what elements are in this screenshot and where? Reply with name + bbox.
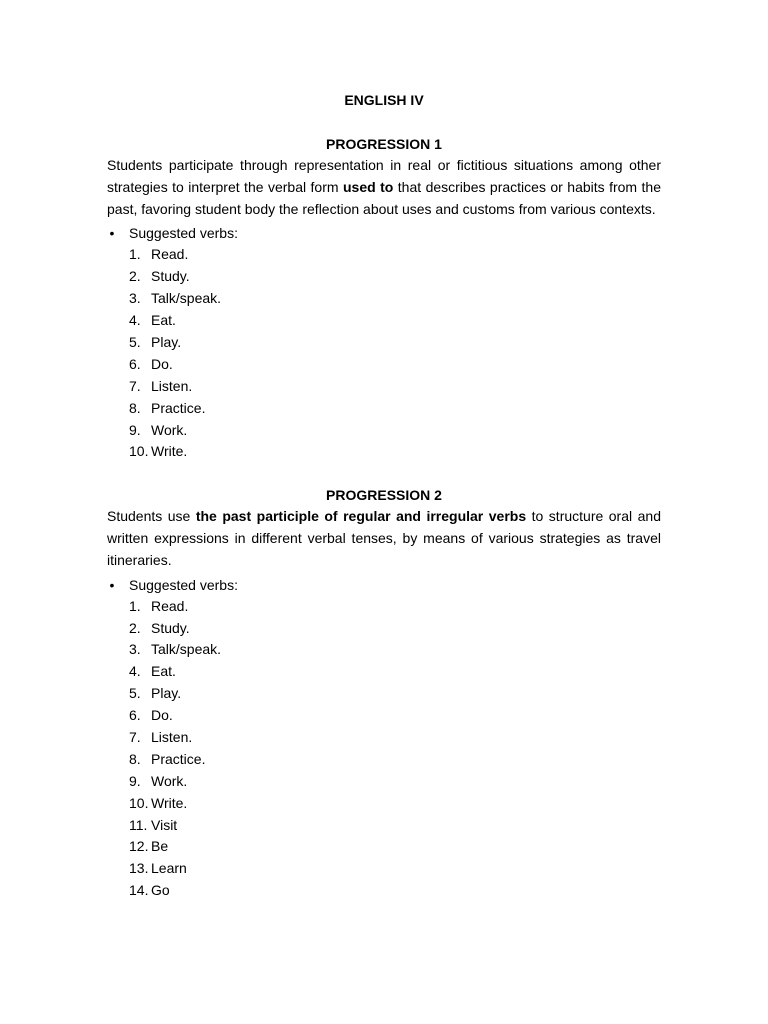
list-item-label: Visit xyxy=(151,816,178,833)
list-item-label: Read. xyxy=(151,597,189,614)
list-item-number: 12. xyxy=(129,838,149,855)
progression-description xyxy=(107,506,661,571)
verb-list xyxy=(107,244,661,463)
list-item-label: Work. xyxy=(151,421,188,438)
list-item xyxy=(107,398,661,420)
list-item-label: Practice. xyxy=(151,399,206,416)
list-item xyxy=(107,880,661,902)
list-item xyxy=(107,310,661,332)
list-item xyxy=(107,596,661,618)
document-body xyxy=(107,89,661,902)
list-item-label: Eat. xyxy=(151,663,176,680)
list-item-number: 9. xyxy=(129,421,141,438)
list-item xyxy=(107,354,661,376)
list-item-number: 8. xyxy=(129,399,141,416)
list-item-number: 1. xyxy=(129,246,141,263)
list-item-number: 7. xyxy=(129,729,141,746)
description-bold-text: the past participle of regular and irregular verbs xyxy=(195,508,527,525)
list-item-label: Listen. xyxy=(151,377,193,394)
bullet-icon: • xyxy=(109,225,115,242)
list-item xyxy=(107,266,661,288)
list-item-number: 10. xyxy=(129,794,149,811)
list-item xyxy=(107,618,661,640)
progression-1-section xyxy=(107,133,661,463)
verb-list xyxy=(107,596,661,902)
list-item-number: 4. xyxy=(129,312,141,329)
list-item-label: Work. xyxy=(151,772,188,789)
list-item xyxy=(107,376,661,398)
description-text: to structure oral and written expressions in different verbal tenses, by means of various strategies as travel itineraries. xyxy=(107,508,661,568)
list-item xyxy=(107,793,661,815)
list-item-number: 10. xyxy=(129,443,149,460)
list-item-label: Talk/speak. xyxy=(151,641,222,658)
progression-heading: PROGRESSION 2 xyxy=(326,487,442,504)
list-item-number: 4. xyxy=(129,663,141,680)
list-item xyxy=(107,771,661,793)
progression-heading: PROGRESSION 1 xyxy=(326,136,442,152)
list-item xyxy=(107,661,661,683)
list-item-label: Learn xyxy=(151,860,187,877)
suggested-verbs-bullet xyxy=(107,222,661,244)
progression-2-section xyxy=(107,484,661,902)
list-item-number: 3. xyxy=(129,641,141,658)
list-item-number: 1. xyxy=(129,597,141,614)
list-item-number: 14. xyxy=(129,882,149,899)
list-item-label: Play. xyxy=(151,333,182,350)
description-text: that describes practices or habits from the past, favoring student body the reflection about uses and customs from various contexts. xyxy=(107,178,661,217)
bullet-label: Suggested verbs: xyxy=(129,576,238,593)
list-item xyxy=(107,858,661,880)
list-item-label: Listen. xyxy=(151,729,193,746)
list-item-number: 9. xyxy=(129,772,141,789)
list-item-number: 6. xyxy=(129,355,141,372)
list-item-label: Write. xyxy=(151,443,188,460)
list-item xyxy=(107,288,661,310)
list-item-number: 5. xyxy=(129,685,141,702)
list-item xyxy=(107,683,661,705)
list-item-number: 3. xyxy=(129,290,141,307)
suggested-verbs-bullet xyxy=(107,574,661,596)
list-item xyxy=(107,815,661,837)
list-item-label: Be xyxy=(151,838,169,855)
list-item-label: Write. xyxy=(151,794,188,811)
list-item-label: Do. xyxy=(151,707,173,724)
list-item-number: 8. xyxy=(129,750,141,767)
list-item-label: Go xyxy=(151,882,170,899)
list-item-label: Study. xyxy=(151,268,190,285)
list-item xyxy=(107,749,661,771)
list-item-label: Talk/speak. xyxy=(151,290,222,307)
list-item xyxy=(107,420,661,442)
list-item-number: 7. xyxy=(129,377,141,394)
list-item-label: Do. xyxy=(151,355,173,372)
list-item-label: Eat. xyxy=(151,312,176,329)
description-text: Students use xyxy=(107,508,196,525)
list-item-number: 2. xyxy=(129,619,141,636)
list-item xyxy=(107,244,661,266)
description-text: Students participate through representation in real or fictitious situations among other strategies to interpret the verbal form xyxy=(107,157,661,195)
list-item-label: Play. xyxy=(151,685,182,702)
list-item-number: 11. xyxy=(129,816,148,833)
list-item xyxy=(107,441,661,463)
list-item xyxy=(107,639,661,661)
list-item-label: Study. xyxy=(151,619,190,636)
document-title: ENGLISH IV xyxy=(344,92,424,108)
list-item-number: 2. xyxy=(129,268,141,285)
bullet-icon: • xyxy=(109,576,115,593)
list-item-number: 6. xyxy=(129,707,141,724)
list-item-label: Practice. xyxy=(151,750,206,767)
list-item xyxy=(107,836,661,858)
list-item xyxy=(107,727,661,749)
list-item-number: 5. xyxy=(129,333,141,350)
list-item-number: 13. xyxy=(129,860,149,877)
list-item-label: Read. xyxy=(151,246,189,263)
progression-description xyxy=(107,155,661,220)
list-item xyxy=(107,332,661,354)
list-item xyxy=(107,705,661,727)
bullet-label: Suggested verbs: xyxy=(129,225,238,242)
description-bold-text: used to xyxy=(342,178,394,195)
